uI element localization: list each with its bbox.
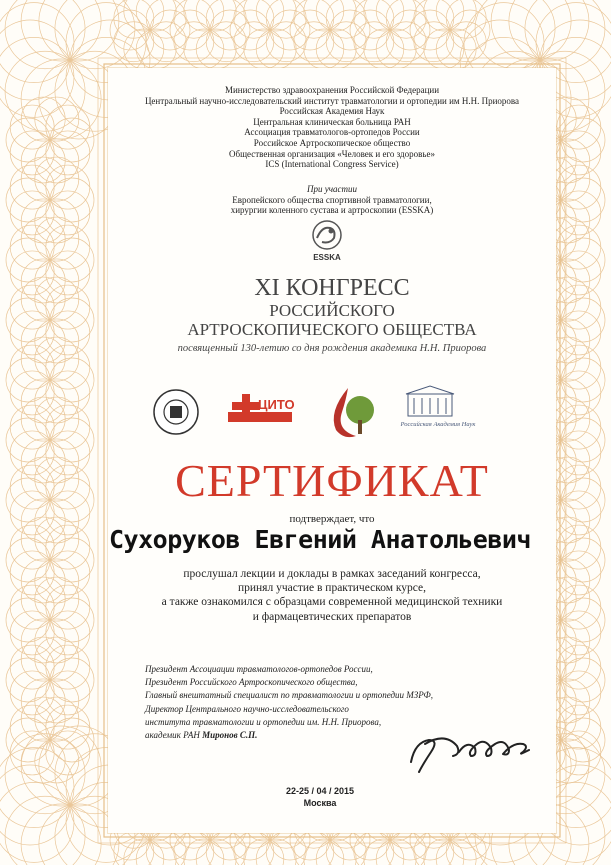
congress-dedication: посвященный 130-летию со дня рождения академика Н.Н. Приорова xyxy=(177,343,487,354)
org-line: Общественная организация «Человек и его здоровье» xyxy=(228,148,435,159)
cito-logo xyxy=(228,394,295,422)
signatory-title: Директор Центрального научно-исследовательского xyxy=(145,703,349,714)
ras-label: Российская Академия Наук xyxy=(400,421,476,428)
organizations-list xyxy=(108,85,556,170)
cito-label: ЦИТО xyxy=(258,397,295,412)
body-line: и фармацевтических препаратов xyxy=(252,610,412,623)
congress-title: XI КОНГРЕСС xyxy=(254,275,410,301)
congress-title-block xyxy=(108,276,556,354)
signatory-title: Главный внештатный специалист по травматологии и ортопедии МЗРФ, xyxy=(145,690,433,701)
signatory-title: Президент Ассоциации травматологов-ортопедов России, xyxy=(145,664,373,674)
recipient-name: Сухоруков Евгений Анатольевич xyxy=(109,525,531,554)
society-seal-icon xyxy=(154,390,198,434)
body-line: принял участие в практическом курсе, xyxy=(237,582,427,595)
participation-label: При участии xyxy=(306,184,358,194)
tree-emblem-icon xyxy=(334,388,374,437)
participation-block xyxy=(108,184,556,216)
org-line: Ассоциация травматологов-ортопедов России xyxy=(244,127,420,138)
org-line: Российская Академия Наук xyxy=(279,106,385,117)
participation-line: Европейского общества спортивной травматологии, xyxy=(232,194,432,205)
org-line: Центральная клиническая больница РАН xyxy=(253,116,411,127)
signatory-title: института травматологии и ортопедии им. Н.Н. Приорова, xyxy=(145,716,382,727)
event-date-block xyxy=(220,785,420,809)
org-line: Министерство здравоохранения Российской Федерации xyxy=(224,85,440,95)
org-line: ICS (International Congress Service) xyxy=(265,159,399,170)
signatory-title: Президент Российского Артроскопического общества, xyxy=(145,677,358,688)
handwritten-signature xyxy=(405,722,545,777)
congress-subtitle-2: АРТРОСКОПИЧЕСКОГО ОБЩЕСТВА xyxy=(187,320,477,339)
org-line: Российское Артроскопическое общество xyxy=(253,137,411,148)
esska-label: ESSKA xyxy=(313,253,341,262)
signatory-prefix: академик РАН xyxy=(145,730,200,741)
body-line: прослушал лекции и доклады в рамках заседаний конгресса, xyxy=(183,568,481,580)
confirms-text: подтверждает, что xyxy=(289,513,375,525)
partner-logos xyxy=(150,382,510,442)
certificate-title: СЕРТИФИКАТ xyxy=(175,455,489,506)
congress-subtitle-1: РОССИЙСКОГО xyxy=(269,301,395,320)
event-date: 22-25 / 04 / 2015 xyxy=(285,786,355,796)
certificate-body xyxy=(108,567,556,624)
ras-building-logo xyxy=(400,386,477,428)
signatory-name: Миронов С.П. xyxy=(202,730,258,741)
body-line: а также ознакомился с образцами современной медицинской техники xyxy=(161,596,503,609)
esska-logo xyxy=(300,218,354,264)
org-line: Центральный научно-исследовательский институт травматологии и ортопедии им Н.Н. Приорова xyxy=(144,95,520,106)
esska-emblem-icon xyxy=(313,221,341,249)
participation-line: хирургии коленного сустава и артроскопии (ESSKA) xyxy=(230,205,434,216)
event-city: Москва xyxy=(303,798,337,808)
